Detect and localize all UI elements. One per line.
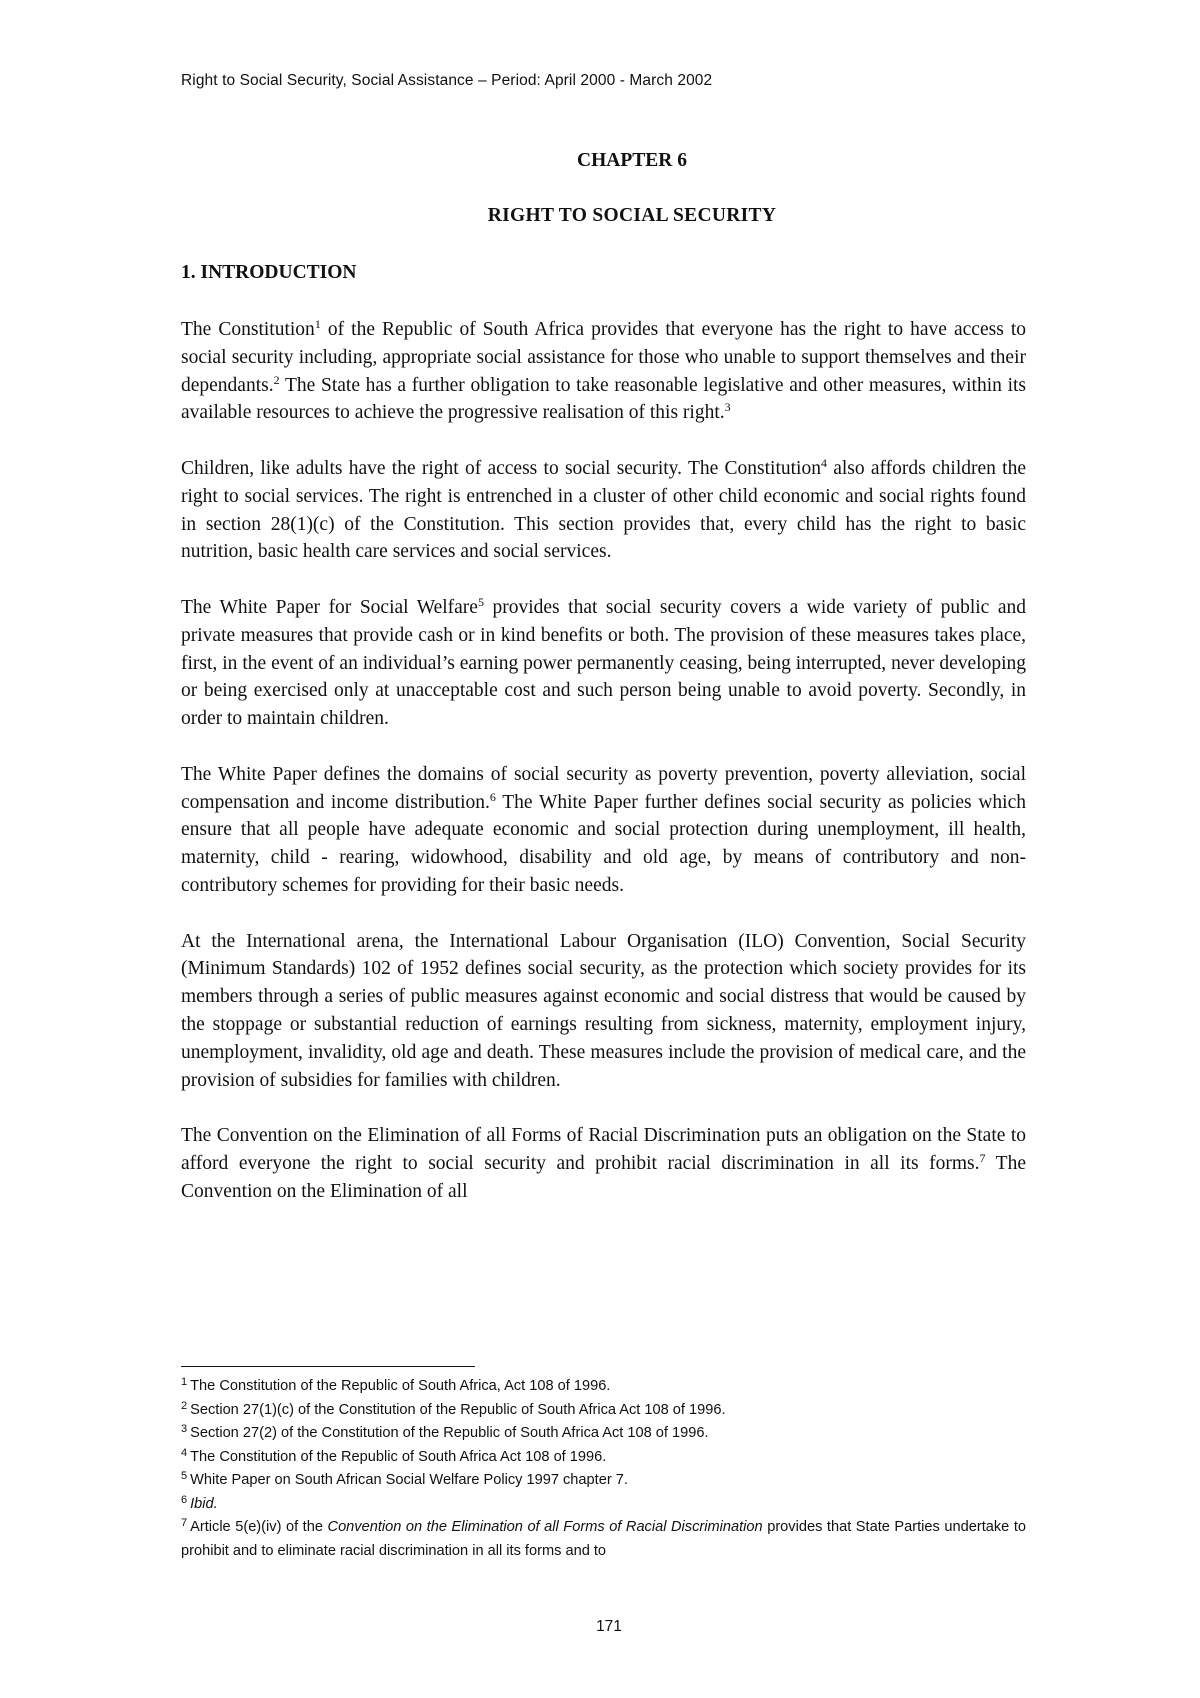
paragraph-text: The White Paper for Social Welfare	[181, 596, 478, 618]
footnote-item	[181, 1516, 1026, 1563]
footnote-text: provides that State Parties undertake to prohibit and to eliminate racial discrimination in all its forms and to	[181, 1519, 1027, 1559]
paragraph-text: Children, like adults have the right of access to social security. The Constitution	[181, 457, 821, 479]
paragraph-text: The White Paper defines the domains of social security as poverty prevention, poverty alleviation, social compensation and income distribution.	[181, 763, 1026, 813]
footnote-item	[181, 1446, 1026, 1470]
footnote-item	[181, 1493, 1026, 1517]
footnote-number: 4	[181, 1446, 188, 1459]
paragraph-text: The State has a further obligation to take reasonable legislative and other measures, within its available resources to achieve the progressive realisation of this right.	[181, 374, 1026, 424]
running-header: Right to Social Security, Social Assistance – Period: April 2000 - March 2002	[181, 72, 713, 89]
footnote-ref[interactable]: 7	[979, 1150, 986, 1165]
chapter-title: RIGHT TO SOCIAL SECURITY	[487, 205, 777, 226]
paragraph-ilo	[181, 928, 1026, 1095]
footnote-cited-title: Convention on the Elimination of all Forms of Racial Discrimination	[327, 1519, 763, 1535]
footnote-item	[181, 1422, 1026, 1446]
footnote-item	[181, 1469, 1026, 1493]
footnote-number: 5	[181, 1470, 188, 1482]
paragraph-text: The Convention on the Elimination of all Forms of Racial Discrimination puts an obligation on the State to afford everyone the right to social security and prohibit racial discrimination in all its forms.	[181, 1125, 1026, 1174]
footnote-ref[interactable]: 6	[489, 789, 496, 804]
paragraph-text: At the International arena, the International Labour Organisation (ILO) Convention, Social Security (Minimum Standards) 102 of 1952 defines social security, as the protection which society provides for its members through a series of public measures against economic and social distress that would be caused by the stoppage or substantial reduction of earnings resulting from sickness, maternity, employment injury, unemployment, invalidity, old age and death. These measures include the provision of medical care, and the provision of subsidies for families with children.	[181, 930, 1026, 1091]
paragraph-white-paper	[181, 594, 1026, 733]
footnote-ref[interactable]: 3	[724, 400, 731, 415]
footnote-ref[interactable]: 4	[820, 455, 827, 470]
footnote-number: 2	[181, 1399, 188, 1412]
paragraph-text: also affords children the right to social services. The right is entrenched in a cluster of other child economic and social rights found in section 28(1)(c) of the Constitution. This section provides that, every child has the right to basic nutrition, basic health care services and social services.	[181, 457, 1026, 563]
footnote-text: The Constitution of the Republic of South Africa, Act 108 of 1996.	[190, 1378, 611, 1394]
footnote-item	[181, 1399, 1026, 1423]
paragraph-domains	[181, 761, 1026, 900]
footnote-text: White Paper on South African Social Welfare Policy 1997 chapter 7.	[190, 1472, 628, 1488]
footnote-number: 7	[181, 1517, 188, 1529]
paragraph-children	[181, 455, 1026, 566]
footnote-text: Section 27(1)(c) of the Constitution of the Republic of South Africa Act 108 of 1996.	[190, 1401, 726, 1418]
footnote-text: The Constitution of the Republic of South Africa Act 108 of 1996.	[190, 1448, 607, 1465]
footnote-ref[interactable]: 1	[314, 317, 321, 331]
paragraph-constitution	[181, 316, 1026, 427]
body-text	[181, 316, 1026, 1206]
page-number: 171	[596, 1618, 622, 1635]
paragraph-text: The Convention on the Elimination of all	[181, 1152, 1026, 1202]
paragraph-racial-discrimination	[181, 1122, 1026, 1205]
footnote-item	[181, 1375, 1026, 1399]
footnote-number: 3	[181, 1423, 188, 1435]
footnote-divider	[181, 1366, 475, 1367]
footnote-ref[interactable]: 5	[477, 594, 484, 609]
footnote-number: 6	[181, 1493, 188, 1506]
paragraph-text: provides that social security covers a wide variety of public and private measures that provide cash or in kind benefits or both. The provision of these measures takes place, first, in the event of an individual’s earning power permanently ceasing, being interrupted, never developing or being exercised only at unacceptable cost and such person being unable to avoid poverty. Secondly, in order to maintain children.	[181, 596, 1026, 730]
paragraph-text: The White Paper further defines social security as policies which ensure that all people have adequate economic and social protection during unemployment, ill health, maternity, child - rearing, widowhood, disability and old age, by means of contributory and non-contributory schemes for providing for their basic needs.	[181, 791, 1026, 896]
footnote-text: Article 5(e)(iv) of the	[190, 1519, 328, 1535]
footnote-text: Ibid.	[190, 1495, 218, 1512]
section-heading: 1. INTRODUCTION	[181, 262, 357, 283]
footnote-number: 1	[181, 1376, 188, 1388]
chapter-number: CHAPTER 6	[577, 150, 687, 171]
footnote-ref[interactable]: 2	[273, 372, 280, 387]
footnotes	[181, 1375, 1026, 1563]
paragraph-text: of the Republic of South Africa provides that everyone has the right to have access to social security including, appropriate social assistance for those who unable to support themselves and their dependants.	[181, 319, 1027, 396]
paragraph-text: The Constitution	[181, 319, 315, 340]
footnote-text: Section 27(2) of the Constitution of the Republic of South Africa Act 108 of 1996.	[190, 1425, 709, 1441]
